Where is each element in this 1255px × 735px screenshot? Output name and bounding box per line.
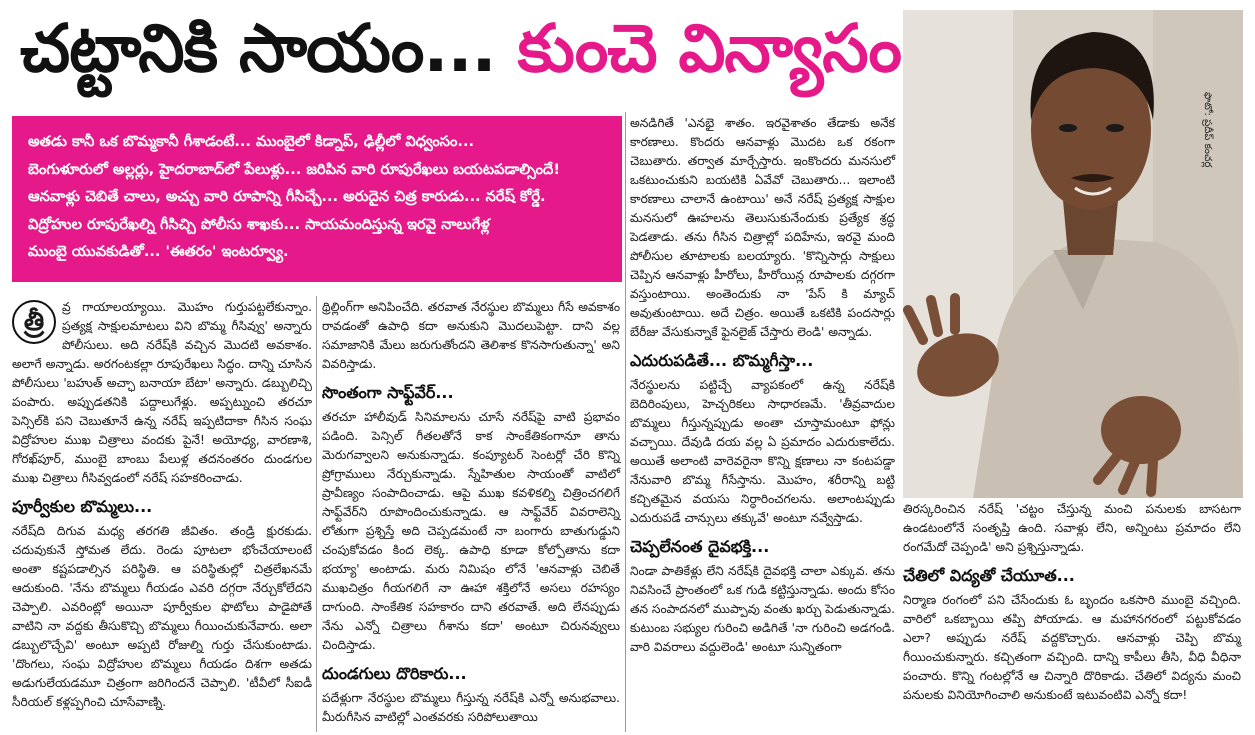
headline (20, 8, 901, 90)
body-paragraph: వ్ర గాయాలయ్యాయి. మొహం గుర్తుపట్టలేకున్నాం. ప్రత్యక్ష సాక్షులమాటలు విని బొమ్మ గీసివ్వు' అన్నారు పోలీసులు. అది నరేష్‌కి వచ్చిన మొదటి అవకాశం. అలాగే అన్నాడు. అరగంటకల్లా రూపురేఖలు సిద్ధం. దాన్ని చూసిన పోలీసులు 'బహుత్ అచ్ఛా బనాయా బేటా' అన్నారు. డబ్బులిచ్చి పంపారు. అప్పుడతనికి పద్దాలుగేళ్లు. అప్పట్నుంచి తరచూ పెన్సిల్‌కి పని చెబుతూనే ఉన్న నరేష్ ఇప్పటిదాకా గీసిన సంఘ విద్రోహుల ముఖ చిత్రాలు వందకు పైనే! అయోధ్య, వారణాశి, గోరఖ్‌పూర్, ముంబై బాంబు పేలుళ్ల తదనంతరం దుండగుల ముఖ చిత్రాలు గీసివ్వడంలో నరేష్ సహకరించాడు. (12, 300, 312, 485)
article-column-4 (903, 500, 1241, 705)
body-paragraph: పదేళ్లుగా నేరస్థుల బొమ్మలు గీస్తున్న నరేష్‌కి ఎన్నో అనుభవాలు. మీరుగీసిన వాటిల్లో ఎంతవరకు సరిపోలుతాయి (322, 691, 620, 724)
section-heading: సొంతంగా సాఫ్ట్‌వేర్... (322, 383, 454, 402)
article-column-1 (12, 298, 312, 712)
section-heading: చెప్పలేనంత దైవభక్తి... (630, 537, 770, 556)
intro-line: ఆనవాళ్లు చెబితే చాలు, అచ్చు వారి రూపాన్ని గీసిచ్చే... అరుదైన చిత్ర కారుడు... నరేష్ కోర్డే. (28, 188, 546, 205)
section-heading: చేతిలో విద్యతో చేయూత... (903, 566, 1075, 585)
intro-line: బెంగుళూరులో అల్లర్లు, హైదరాబాద్‌లో పేలుళ్లు... జరిపిన వారి రూపురేఖలు బయటపడాల్సిందే! (28, 160, 560, 178)
photo-credit (1200, 92, 1230, 212)
headline-part-two: కుంచె విన్యాసం (517, 10, 902, 87)
intro-line: విద్రోహుల రూపురేఖల్ని గీసిచ్చి పోలీసు శాఖకు... సాయమందిస్తున్న ఇరవై నాలుగేళ్ల (28, 215, 490, 233)
section-heading: దుండగులు దొరికారు... (322, 664, 467, 683)
body-paragraph: నిండా పాతికేళ్లు లేని నరేష్‌కి దైవభక్తి చాలా ఎక్కువ. తను నివసించే ప్రాంతంలో ఒక గుడి కట్టిస్తున్నాడు. అందు కోసం తన సంపాదనలో ముప్పావు వంతు ఖర్చు పెడుతున్నాడు. కుటుంబ సభ్యుల గురించి అడిగితే 'నా గురించి అడగండి. వారి వివరాలు వద్దులెండి' అంటూ సున్నితంగా (630, 564, 895, 654)
intro-box (12, 116, 622, 282)
article-column-3 (630, 114, 895, 657)
body-paragraph: తిరస్కరించిన నరేష్ 'చట్టం చేస్తున్న మంచి పనులకు బాసటగా ఉండటంలోనే సంతృప్తి ఉంది. సవాళ్లు లేని, అన్నింటు ప్రమాదం లేని రంగమేదో చెప్పండి' అని ప్రశ్నిస్తున్నాడు. (903, 502, 1241, 554)
photo-credit-text: ఫొటో: ప్రదీప్ కంచర్ల (1202, 92, 1213, 168)
drop-cap: త్రీ (12, 300, 56, 344)
portrait-photo (903, 10, 1243, 498)
body-paragraph: నిర్మాణ రంగంలో పని చేసేందుకు ఓ బృందం ఒకసారి ముంబై వచ్చింది. వారిలో ఒకబ్బాయి తప్పి పోయాడు. ఆ మహానగరంలో పట్టుకోవడం ఎలా? అప్పుడు నరేష్ వద్దకొచ్చారు. ఆనవాళ్లు చెప్పి బొమ్మ గీయించుకున్నారు. కచ్చితంగా వచ్చింది. దాన్ని కాపీలు తీసి, వీధి వీధినా పంచారు. కొన్ని గంటల్లోనే ఆ చిన్నారి దొరికాడు. చేతిలో విద్యను మంచి పనులకు వినియోగించాలి అనుకుంటే ఇటువంటివి ఎన్నో కదా! (903, 593, 1241, 702)
portrait-illustration (903, 10, 1243, 498)
article-column-2 (322, 298, 620, 727)
body-paragraph: థ్రిల్లింగ్‌గా అనిపించేది. తరవాత నేరస్థుల బొమ్మలు గీసే అవకాశం రావడంతో ఉపాధి కదా అనుకుని మొదలుపెట్టా. దాని వల్ల సమాజానికి మేలు జరుగుతోందని తెలిశాక కొనసాగుతున్నా' అని వివరిస్తాడు. (322, 300, 620, 371)
intro-line: ముంబై యువకుడితో... 'ఈతరం' ఇంటర్వ్యూ. (28, 243, 289, 260)
section-heading: పూర్వీకుల బొమ్మలు... (12, 497, 153, 516)
body-paragraph: నరేష్‌ది దిగువ మధ్య తరగతి జీవితం. తండ్రి క్షురకుడు. చదువుకునే స్తోమత లేదు. రెండు పూటలా భోంచేయాలంటే అంతా కష్టపడాల్సిన పరిస్థితి. ఆ పరిస్థితుల్లో చిత్రలేఖనమే ఆదుకుంది. 'నేను బొమ్మలు గీయడం ఎవరి దగ్గరా నేర్చుకోలేదని చెప్పాలి. ఎవరింట్లో అయినా పూర్వీకుల ఫొటోలు పాడైపోతే వాటిని నా వద్దకు తీసుకొచ్చి బొమ్మలు గీయించుకునేవారు. అలా డబ్బులొచ్చేవి' అంటూ అప్పటి రోజుల్ని గుర్తు చేసుకుంటాడు. 'దొంగలు, సంఘ విద్రోహుల బొమ్మలు గీయడం దిశగా అతడు అడుగులేయడమూ చిత్రంగా జరిగిందనే చెప్పాలి. 'టీవీలో సీఐడీ సీరియల్ కళ్లప్పగించి చూసేవాణ్ని. (12, 524, 312, 709)
body-paragraph: అనడిగితే 'ఎనభై శాతం. ఇరవైశాతం తేడాకు అనేక కారణాలు. కొందరు ఆనవాళ్లు మొదట ఒక రకంగా చెబుతారు. తర్వాత మార్చేస్తారు. ఇంకొందరు మనసులో ఒకటుంచుకుని బయటికి ఏవేవో చెబుతారు... ఇలాంటి కారణాలు చాలానే ఉంటాయి' అనే నరేష్ ప్రత్యక్ష సాక్షుల మనసులో ఊహలను తెలుసుకునేందుకు ప్రత్యేక శ్రద్ధ పెడతాడు. తను గీసిన చిత్రాల్లో పదిహేను, ఇరవై మంది పోలీసుల తూటాలకు బలయ్యారు. 'కొన్నిసార్లు సాక్షులు చెప్పిన ఆనవాళ్లు హీరోలు, హీరోయిన్ల రూపాలకు దగ్గరగా వస్తుంటాయి. అంతెందుకు నా 'పేస్ కి మ్యాచ్ అవుతుంటాయి. అదే చిత్రం. అయితే ఒకటికి పందసార్లు బేరీజు వేసుకున్నాకే ఫైనలైజ్ చేస్తారు లెండి' అన్నాడు. (630, 116, 895, 339)
intro-line: అతడు కానీ ఒక బొమ్మకానీ గీశాడంటే... ముంబైలో కిడ్నాప్, ఢిల్లీలో విధ్వంసం... (28, 133, 475, 150)
column-divider (625, 112, 626, 732)
body-paragraph: నేరస్థులను పట్టిచ్చే వ్యాపకంలో ఉన్న నరేష్‌కి బెదిరింపులు, హెచ్చరికలు సాధారణమే. 'తీవ్రవాదుల బొమ్మలు గీస్తున్నప్పుడు అంతా చూస్తామంటూ ఫోన్లు వచ్చాయి. దేవుడి దయ వల్ల ఏ ప్రమాదం ఎదురుకాలేదు. అయితే అలాంటి వారెవరైనా కొన్ని క్షణాలు నా కంటపడ్డా నేనువారి బొమ్మ గీసేస్తాను. మొహం, శరీరాన్ని బట్టి కచ్చితమైన వయసు నిర్ధారించగలను. అలాంటప్పుడు ఎదురుపడే చాన్సులు తక్కువే' అంటూ నవ్వేస్తాడు. (630, 378, 895, 525)
column-divider (316, 296, 317, 732)
body-paragraph: తరచూ హాలీవుడ్ సినిమాలను చూసే నరేష్‌పై వాటి ప్రభావం పడింది. పెన్సిల్ గీతలతోనే కాక సాంకేతికంగానూ తాను మెరుగవ్వాలని అనుకున్నాడు. కంప్యూటర్ సెంటర్లో చేరి కొన్ని ప్రోగ్రాములు నేర్చుకున్నాడు. స్నేహితుల సాయంతో వాటిలో ప్రావీణ్యం సంపాదించాడు. ఆపై ముఖ కవళికల్ని చిత్రించగలిగే సాఫ్ట్‌వేర్‌ని రూపొందించుకున్నాడు. ఆ సాఫ్ట్‌వేర్ వివరాలెన్ని లోతుగా ప్రశ్నిస్తే అది చెప్పడమంటే నా బంగారు బాతుగుడ్డుని చంపుకోవడం కింద లెక్క. ఉపాధి కూడా కోల్పోతాను కదా భయ్యా' అంటాడు. మరు నిమిషం లోనే 'ఆనవాళ్లు చెబితే ముఖచిత్రం గీయగలిగే నా ఊహా శక్తిలోనే అసలు రహస్యం దాగుంది. సాంకేతిక సహకారం దాని తరవాతే. అది లేనప్పుడు నేను ఎన్నో చిత్రాలు గీశాను కదా' అంటూ చిరునవ్వులు చిందిస్తాడు. (322, 410, 620, 652)
headline-part-one: చట్టానికి సాయం... (20, 10, 496, 87)
section-heading: ఎదురుపడితే... బొమ్మగీస్తా... (630, 351, 814, 370)
